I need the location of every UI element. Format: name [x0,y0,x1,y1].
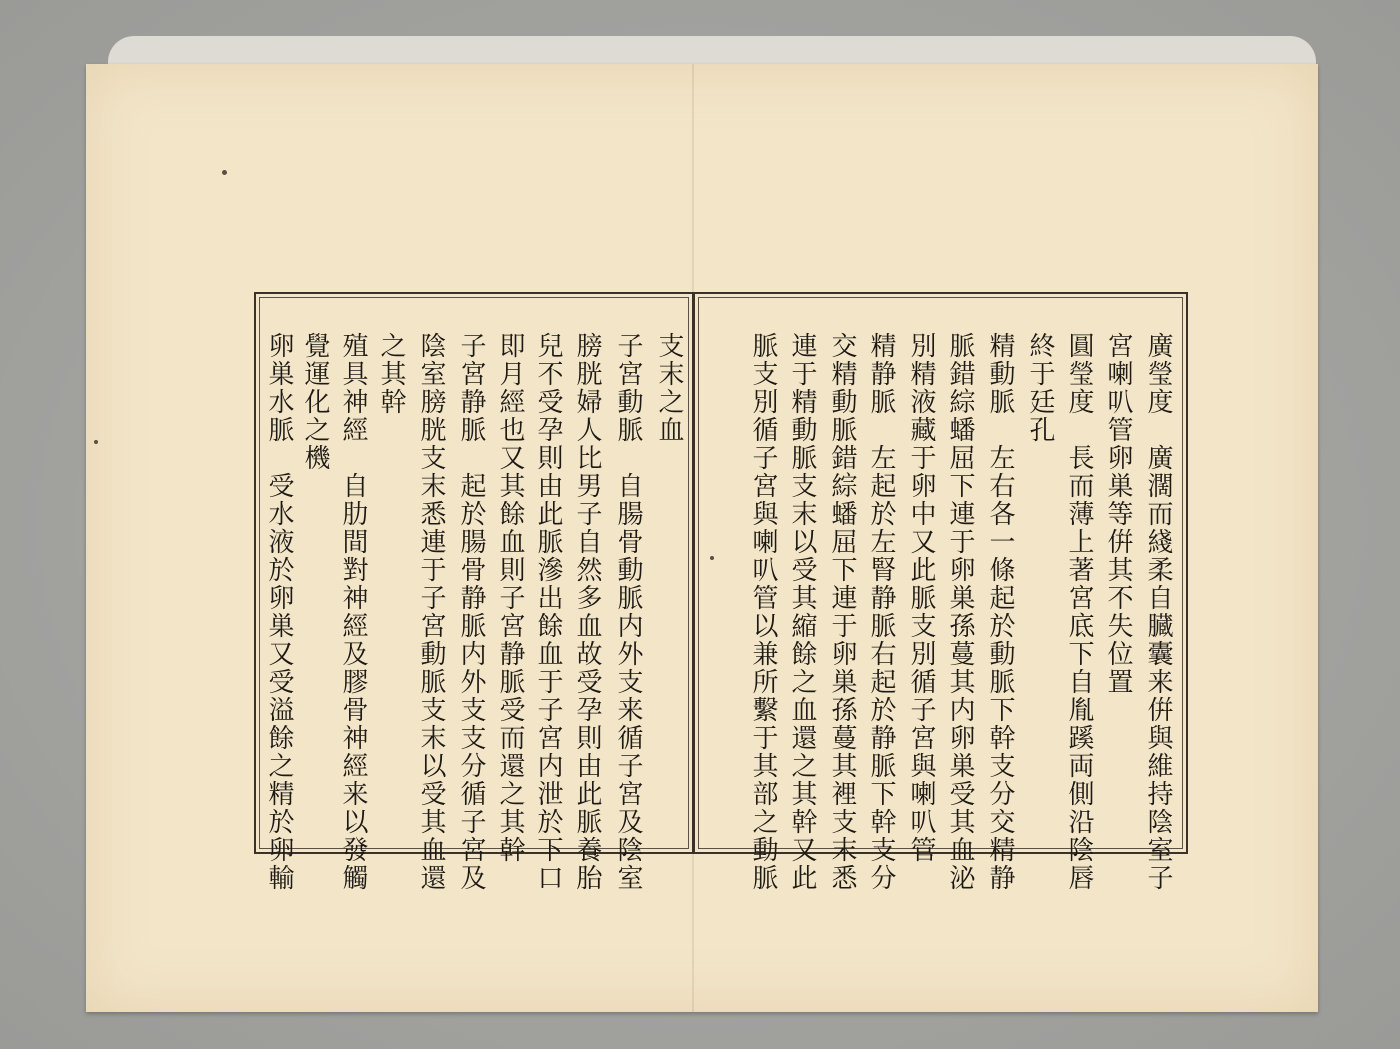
text-column: 圓瑩度 長而薄上著宮底下自胤蹊両側沿陰唇 [1064,332,1094,892]
left-page [86,64,694,1012]
text-column: 卵巣水脈 受水液於卵巣又受溢餘之精於卵輸 [264,332,294,892]
text-column: 殖具神經 自肋間對神經及膠骨神經来以發觸 [338,332,368,892]
text-column: 膀胱婦人比男子自然多血故受孕則由此脈養胎 [572,332,602,892]
text-column: 精静脈 左起於左腎静脈右起於静脈下幹支分 [866,332,896,892]
left-page-frame [254,292,694,892]
text-column: 連于精動脈支末以受其縮餘之血還之其幹又此 [787,332,817,892]
text-column: 脈支別循子宮與喇叭管以兼所繫于其部之動脈 [748,332,778,892]
text-column: 陰室膀胱支末悉連于子宮動脈支末以受其血還 [416,332,446,892]
right-page-frame [694,292,1188,892]
text-column: 終于廷孔 [1025,332,1055,444]
left-page-text-columns [256,332,696,892]
right-page-text-columns [695,332,1189,892]
text-column: 兒不受孕則由此脈滲出餘血于子宮内泄於下口 [533,332,563,892]
text-column: 交精動脈錯綜蟠屈下連于卵巣孫蔓其裡支末悉 [827,332,857,892]
text-column: 別精液藏于卵中又此脈支別循子宮與喇叭管 [906,332,936,864]
text-column: 子宮静脈 起於腸骨静脈内外支支分循子宮及 [456,332,486,892]
text-column: 宮喇叭管卵巣等倂其不失位置 [1103,332,1133,696]
book-page-spread [86,64,1318,1012]
text-column: 即月經也又其餘血則子宮静脈受而還之其幹 [495,332,525,864]
text-column: 脈錯綜蟠屈下連于卵巣孫蔓其内卵巣受其血泌 [945,332,975,892]
text-column: 覺運化之機 [300,332,330,472]
text-column: 精動脈 左右各一條起於動脈下幹支分交精静 [985,332,1015,892]
right-page [694,64,1318,1012]
text-column: 支末之血 [654,332,684,444]
text-column: 子宮動脈 自腸骨動脈内外支来循子宮及陰室 [613,332,643,892]
text-column: 之其幹 [376,332,406,416]
text-column: 廣瑩度 廣濶而綫柔自臓囊来倂與維持陰室子 [1143,332,1173,892]
